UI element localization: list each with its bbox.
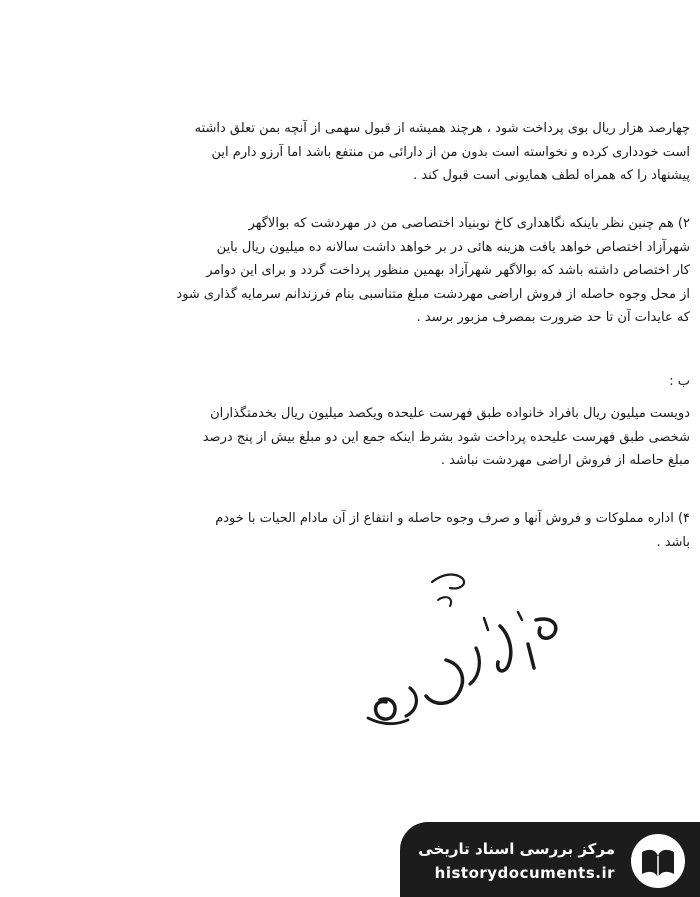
section-b-heading bbox=[70, 370, 690, 394]
paragraph-3 bbox=[70, 402, 690, 473]
paragraph-4-line: باشد . bbox=[656, 534, 690, 550]
paragraph-2 bbox=[70, 212, 690, 330]
paragraph-2-line: کار اختصاص داشته باشد که بوالاگهر شهرآزاد بهمین منظور پرداخت گردد و برای این دوامر bbox=[206, 263, 690, 278]
archive-url: historydocuments.ir bbox=[434, 864, 615, 882]
paragraph-1-line: چهارصد هزار ریال بوی پرداخت شود ، هرچند همیشه از قبول سهمی از آنچه بمن تعلق داشته bbox=[194, 121, 690, 136]
paragraph-2-line: شهرآزاد اختصاص خواهد یافت هزینه هائی در بر خواهد داشت سالانه ده میلیون ریال باین bbox=[216, 239, 690, 255]
open-book-icon bbox=[628, 832, 688, 890]
paragraph-2-line: ۲) هم چنین نظر باینکه نگاهداری کاخ نوبنیاد اختصاصی من در مهردشت که بوالاگهر bbox=[248, 216, 690, 231]
section-b-label: ب : bbox=[669, 374, 690, 389]
paragraph-1-line: پیشنهاد را که همراه لطف همایونی است قبول کند . bbox=[413, 168, 690, 183]
paragraph-2-line: که عایدات آن تا حد ضرورت بمصرف مزبور برسد . bbox=[416, 310, 690, 325]
paragraph-3-line: مبلغ حاصله از فروش اراضی مهردشت نباشد . bbox=[440, 453, 690, 468]
paragraph-1-line: است خودداری کرده و نخواسته است بدون من از دارائی من منتفع باشد اما آرزو دارم این bbox=[211, 144, 690, 160]
paragraph-3-line: شخصی طبق فهرست علیحده پرداخت شود بشرط اینکه جمع این دو مبلغ بیش از پنج درصد bbox=[202, 429, 690, 445]
paragraph-1 bbox=[70, 117, 690, 188]
archive-title: مرکز بررسی اسناد تاریخی bbox=[418, 840, 615, 858]
paragraph-2-line: از محل وجوه حاصله از فروش اراضی مهردشت مبلغ متناسبی بنام فرزندانم سرمایه گذاری شود bbox=[176, 286, 690, 302]
paragraph-3-line: دویست میلیون ریال بافراد خانواده طبق فهرست علیحده ویکصد میلیون ریال بخدمتگذاران bbox=[210, 406, 690, 421]
archive-footer bbox=[400, 822, 700, 897]
paragraph-4-line: ۴) اداره مملوکات و فروش آنها و صرف وجوه حاصله و انتفاع از آن مادام الحیات با خودم bbox=[215, 511, 690, 526]
handwritten-signature bbox=[350, 560, 590, 735]
paragraph-4 bbox=[70, 507, 690, 554]
